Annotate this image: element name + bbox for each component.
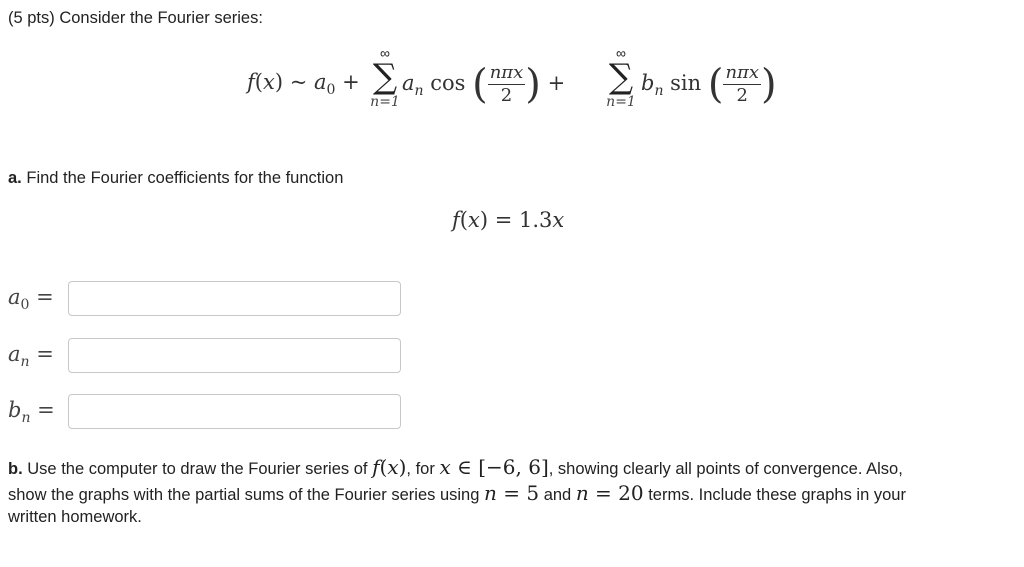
part-b-line1 [8,455,903,479]
part-b-text3: show the graphs with the partial sums of the Fourier series using [8,486,480,504]
part-b-text1: Use the computer to draw the Fourier series of [27,460,368,478]
a0-input[interactable] [68,281,401,316]
function-definition: f(x) = 1.3x [452,208,565,232]
part-b-and: and [543,486,572,504]
part-b-line3: written homework. [8,508,142,526]
part-b-text2: , showing clearly all points of convergence. Also, [548,460,903,478]
part-b-for: , for [406,460,435,478]
part-b-text4: terms. Include these graphs in your [648,486,906,504]
part-a-label: a. [8,169,22,187]
sin-term: $b_n$ sin ( $\frac{\text{nπx}}{2}$ ) [641,61,777,108]
part-a-prompt [8,169,343,188]
part-b-interval: x ∈ [−6, 6] [439,455,549,479]
part-b-n20: n = 20 [575,481,644,505]
sum-lower-limit: n=1 [370,94,400,110]
cos-term: $a_n$ cos ( $\frac{\text{nπx}}{2}$ ) + [402,61,566,108]
part-a-text: Find the Fourier coefficients for the function [26,169,344,187]
part-b-line2 [8,481,906,505]
part-b-label: b. [8,460,23,478]
an-input[interactable] [68,338,401,373]
a0-label: $a_0$ = [8,285,54,314]
sum-symbol-cos: ∞ ∑ n=1 [370,45,400,110]
part-b-fx: f(x) [372,455,407,479]
sum-upper-limit: ∞ [616,45,626,61]
series-lhs: f(x) ~ $a_0$ + [247,70,360,99]
part-b-n5: n = 5 [484,481,540,505]
sum-lower-limit: n=1 [606,94,636,110]
sum-upper-limit: ∞ [380,45,390,61]
bn-input[interactable] [68,394,401,429]
an-label: $a_n$ = [8,342,54,371]
intro-text: (5 pts) Consider the Fourier series: [8,9,263,27]
sum-symbol-sin: ∞ ∑ n=1 [606,45,636,110]
bn-label: $b_n$ = [8,398,55,427]
